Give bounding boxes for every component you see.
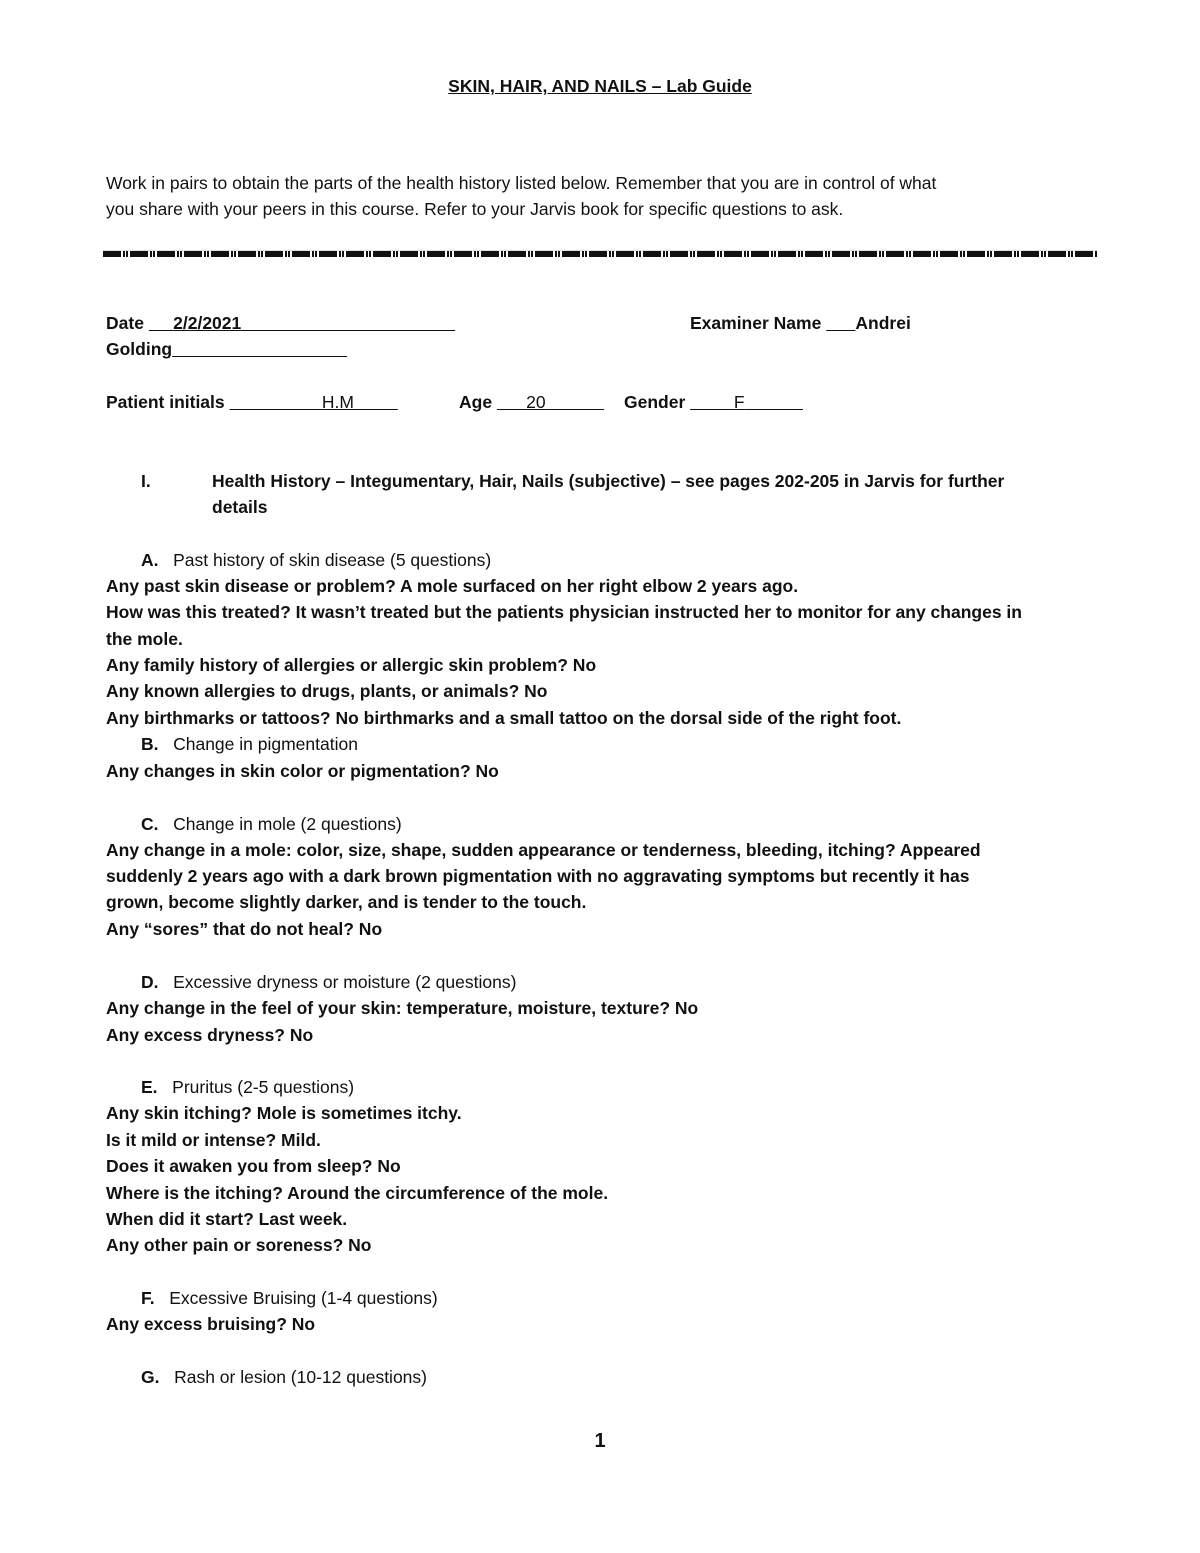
answer-a3: the mole.: [106, 629, 183, 649]
examiner-continued: [106, 338, 347, 360]
patient-initials-row: [106, 391, 398, 413]
examiner-row: [690, 312, 911, 334]
answer-b1: Any changes in skin color or pigmentation? No: [106, 761, 499, 781]
section-heading-line-2: details: [212, 497, 268, 517]
page-number: 1: [594, 1430, 606, 1452]
answer-d1: Any change in the feel of your skin: temperature, moisture, texture? No: [106, 998, 699, 1018]
subsection-d: D. Excessive dryness or moisture (2 questions): [141, 972, 517, 992]
examiner-first-name: Andrei: [855, 313, 911, 333]
age-row: [459, 391, 604, 413]
answer-a4: Any family history of allergies or allergic skin problem? No: [106, 655, 597, 675]
page-title: SKIN, HAIR, AND NAILS – Lab Guide: [448, 76, 752, 96]
answer-c1: Any change in a mole: color, size, shape, sudden appearance or tenderness, bleeding, itching? Appeared: [106, 840, 981, 860]
answer-d2: Any excess dryness? No: [106, 1025, 314, 1045]
answer-e1: Any skin itching? Mole is sometimes itchy.: [106, 1103, 462, 1123]
examiner-last-name: Golding: [106, 339, 173, 359]
subsection-a: A. Past history of skin disease (5 questions): [141, 550, 492, 570]
answer-a5: Any known allergies to drugs, plants, or animals? No: [106, 681, 548, 701]
examiner-label: Examiner Name: [690, 313, 822, 333]
patient-initials-label: Patient initials: [106, 392, 225, 412]
answer-e2: Is it mild or intense? Mild.: [106, 1130, 321, 1150]
section-heading-line-1: Health History – Integumentary, Hair, Nails (subjective) – see pages 202-205 in Jarvis for further: [212, 471, 1005, 491]
answer-c4: Any “sores” that do not heal? No: [106, 919, 383, 939]
answer-c3: grown, become slightly darker, and is tender to the touch.: [106, 892, 587, 912]
date-row: [106, 312, 455, 334]
section-divider: [103, 250, 1097, 257]
intro-line-2: you share with your peers in this course. Refer to your Jarvis book for specific questions to ask.: [106, 199, 844, 219]
subsection-e: E. Pruritus (2-5 questions): [141, 1077, 355, 1097]
gender-row: [624, 391, 803, 413]
answer-f1: Any excess bruising? No: [106, 1314, 316, 1334]
answer-a1: Any past skin disease or problem? A mole surfaced on her right elbow 2 years ago.: [106, 576, 799, 596]
subsection-f: F. Excessive Bruising (1-4 questions): [141, 1288, 438, 1308]
answer-a6: Any birthmarks or tattoos? No birthmarks and a small tattoo on the dorsal side of the right foot.: [106, 708, 902, 728]
gender-label: Gender: [624, 392, 686, 412]
intro-line-1: Work in pairs to obtain the parts of the health history listed below. Remember that you are in control of what: [106, 173, 937, 193]
date-label: Date: [106, 313, 144, 333]
section-numeral: I.: [141, 471, 151, 491]
answer-e5: When did it start? Last week.: [106, 1209, 348, 1229]
answer-e6: Any other pain or soreness? No: [106, 1235, 372, 1255]
subsection-b: B. Change in pigmentation: [141, 734, 358, 754]
subsection-c: C. Change in mole (2 questions): [141, 814, 402, 834]
answer-e3: Does it awaken you from sleep? No: [106, 1156, 401, 1176]
subsection-g: G. Rash or lesion (10-12 questions): [141, 1367, 427, 1387]
answer-e4: Where is the itching? Around the circumference of the mole.: [106, 1183, 609, 1203]
answer-a2: How was this treated? It wasn’t treated but the patients physician instructed her to monitor for any changes in: [106, 602, 1022, 622]
answer-c2: suddenly 2 years ago with a dark brown pigmentation with no aggravating symptoms but recently it has: [106, 866, 970, 886]
age-label: Age: [459, 392, 493, 412]
patient-initials-value: H.M: [321, 392, 354, 412]
date-value: 2/2/2021: [173, 313, 242, 333]
age-value: 20: [526, 392, 546, 412]
gender-value: F: [733, 392, 745, 412]
